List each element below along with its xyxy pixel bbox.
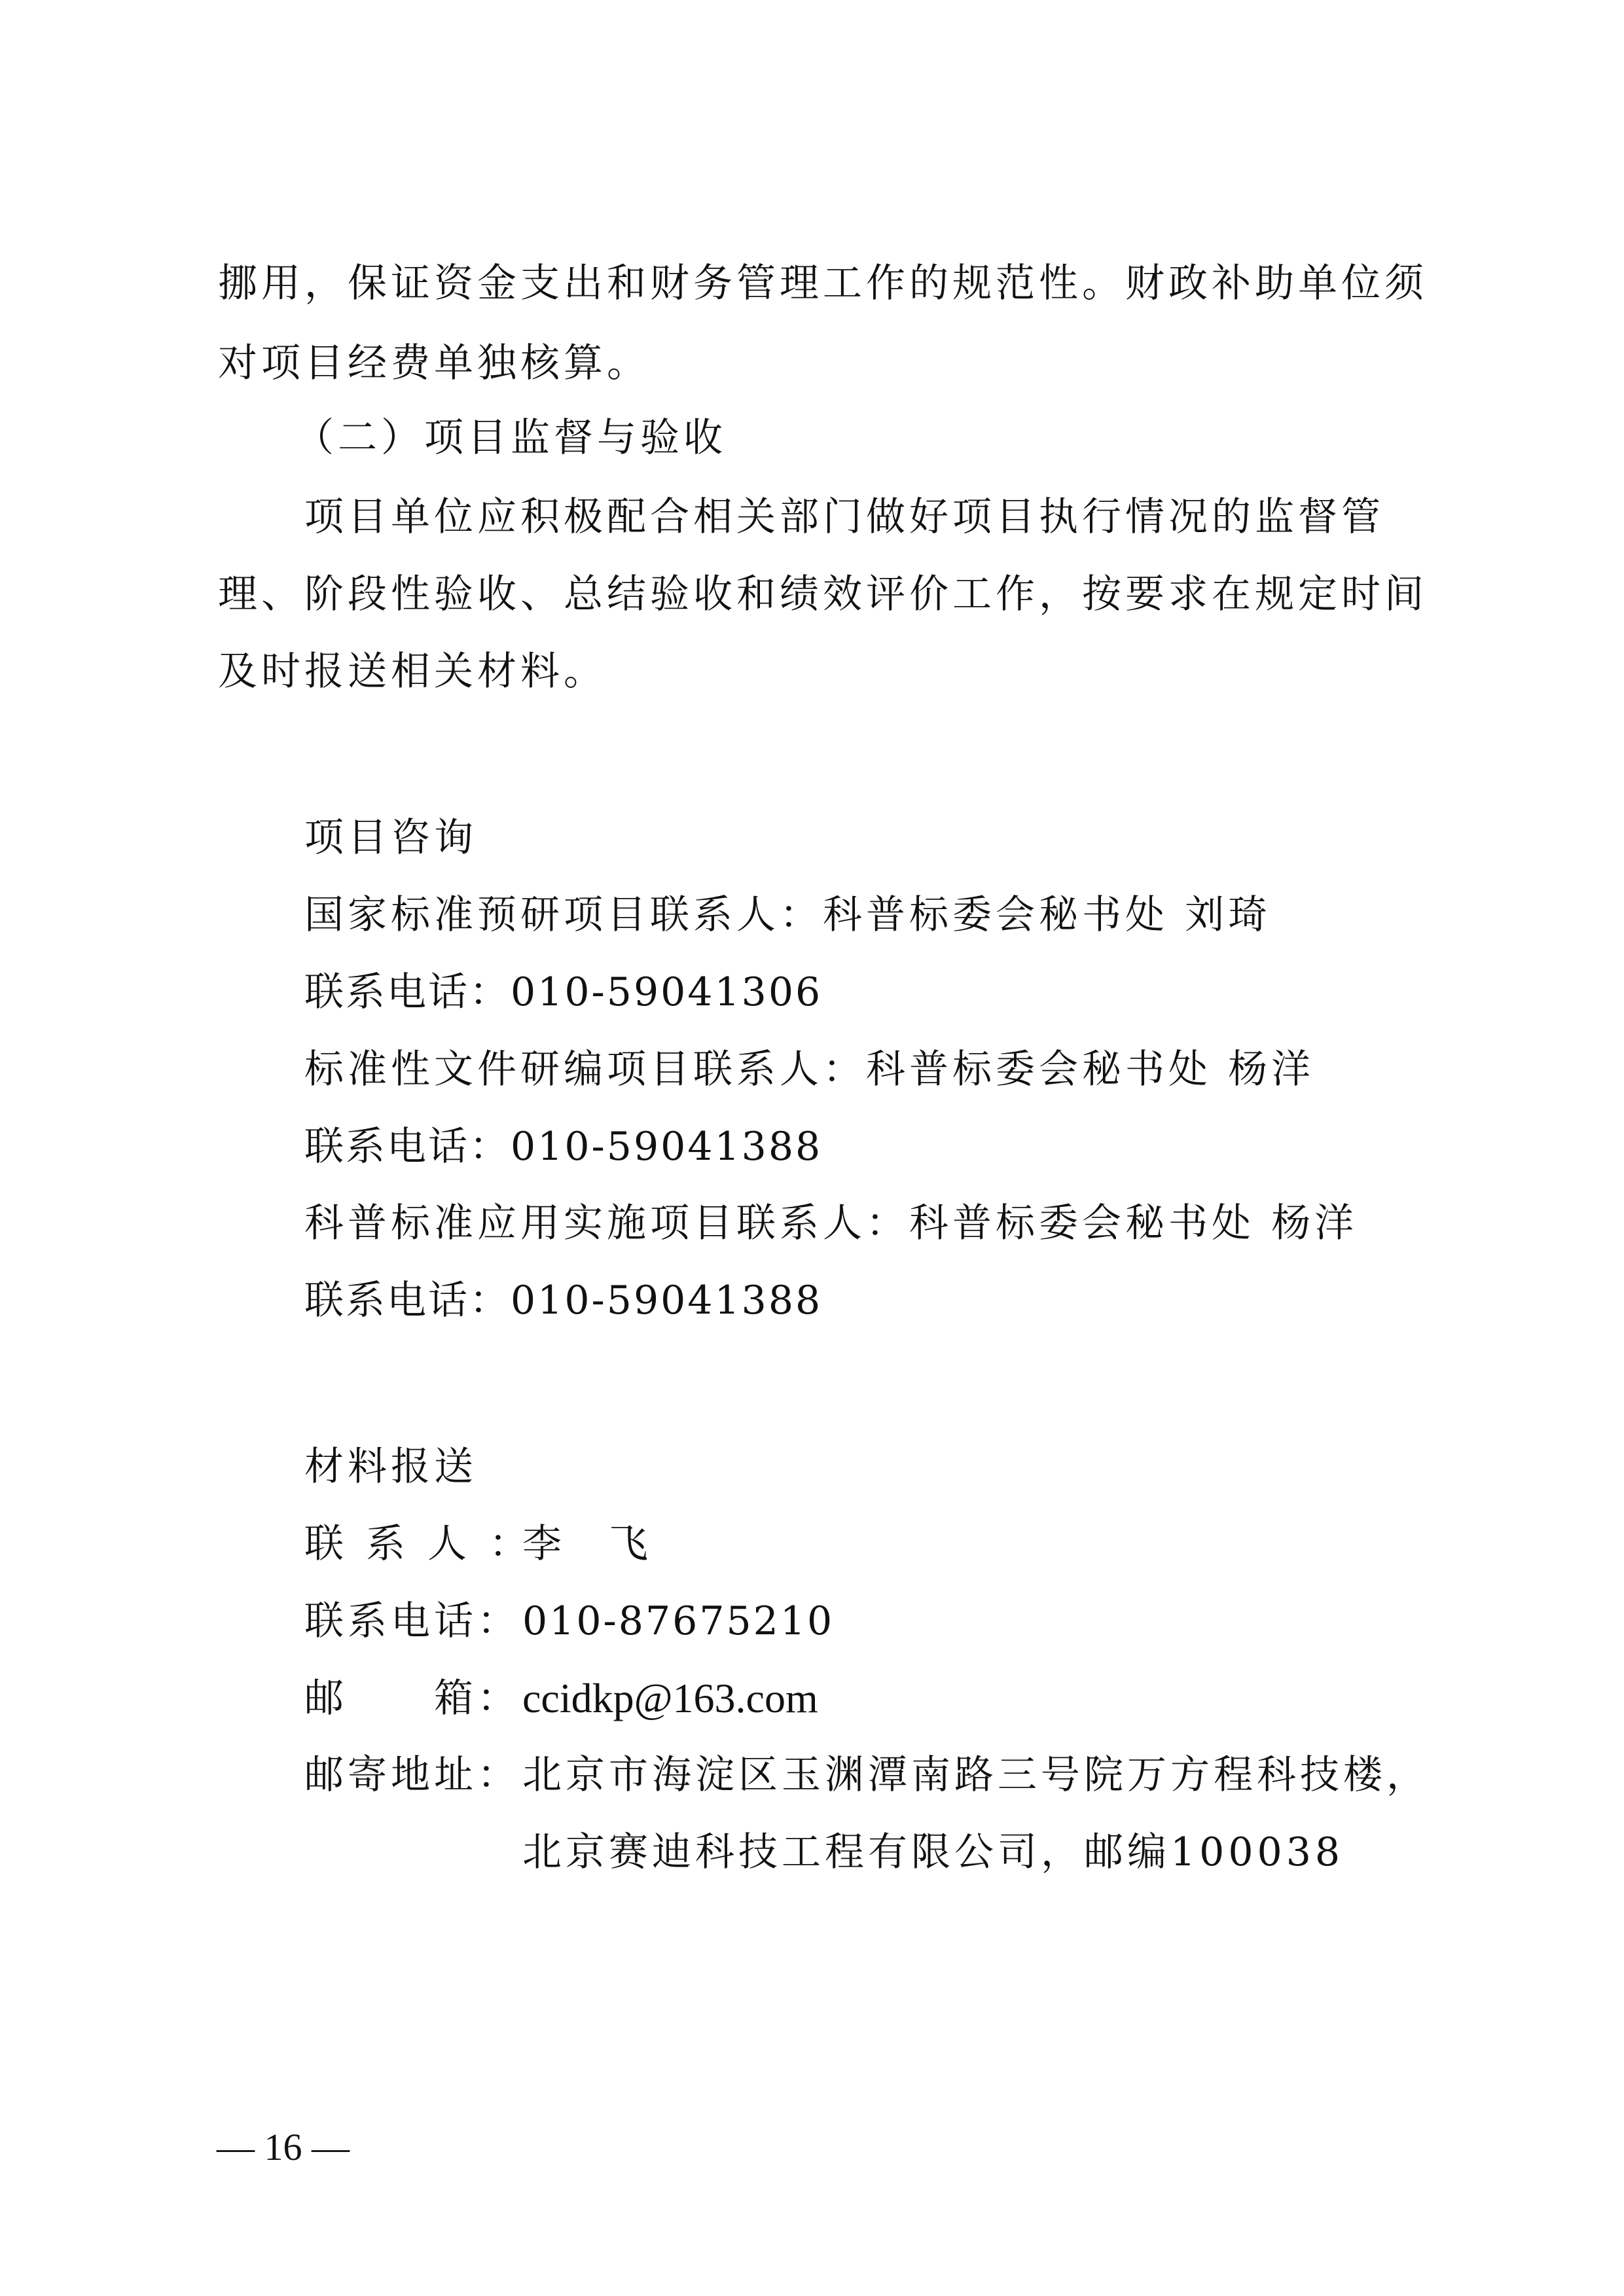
submission-address-line2: 北京赛迪科技工程有限公司，邮编100038 [522, 1829, 1344, 1875]
consult-phone-2: 联系电话：010-59041388 [304, 1124, 823, 1170]
para2-line3: 及时报送相关材料。 [218, 649, 607, 694]
para2-line2: 理、阶段性验收、总结验收和绩效评价工作，按要求在规定时间 [218, 571, 1428, 617]
consult-contact-3: 科普标准应用实施项目联系人：科普标委会秘书处 杨洋 [304, 1200, 1358, 1246]
submission-email-label: 邮 箱： [304, 1676, 520, 1721]
para1-line2: 对项目经费单独核算。 [218, 340, 650, 386]
submission-address-label: 邮寄地址： [304, 1752, 520, 1798]
submission-email-value[interactable]: ccidkp@163.com [522, 1675, 818, 1721]
para1-line1: 挪用，保证资金支出和财务管理工作的规范性。财政补助单位须 [218, 260, 1428, 306]
submission-phone-value: 010-87675210 [522, 1598, 835, 1644]
section-heading: （二）项目监督与验收 [295, 415, 727, 461]
para2-line1: 项目单位应积极配合相关部门做好项目执行情况的监督管 [304, 494, 1384, 540]
consult-phone-3: 联系电话：010-59041388 [304, 1278, 823, 1323]
submission-heading: 材料报送 [304, 1444, 477, 1490]
consult-contact-2: 标准性文件研编项目联系人：科普标委会秘书处 杨洋 [304, 1047, 1315, 1092]
submission-contact-name: 李 飞 [522, 1521, 652, 1567]
consult-heading: 项目咨询 [304, 815, 477, 861]
submission-address-line1: 北京市海淀区玉渊潭南路三号院万方程科技楼， [522, 1752, 1430, 1798]
consult-phone-1: 联系电话：010-59041306 [304, 969, 823, 1015]
submission-contact-label: 联系人： [304, 1521, 550, 1567]
page-number: — 16 — [217, 2126, 350, 2168]
submission-phone-label: 联系电话： [304, 1598, 520, 1644]
consult-contact-1: 国家标准预研项目联系人：科普标委会秘书处 刘琦 [304, 892, 1272, 938]
